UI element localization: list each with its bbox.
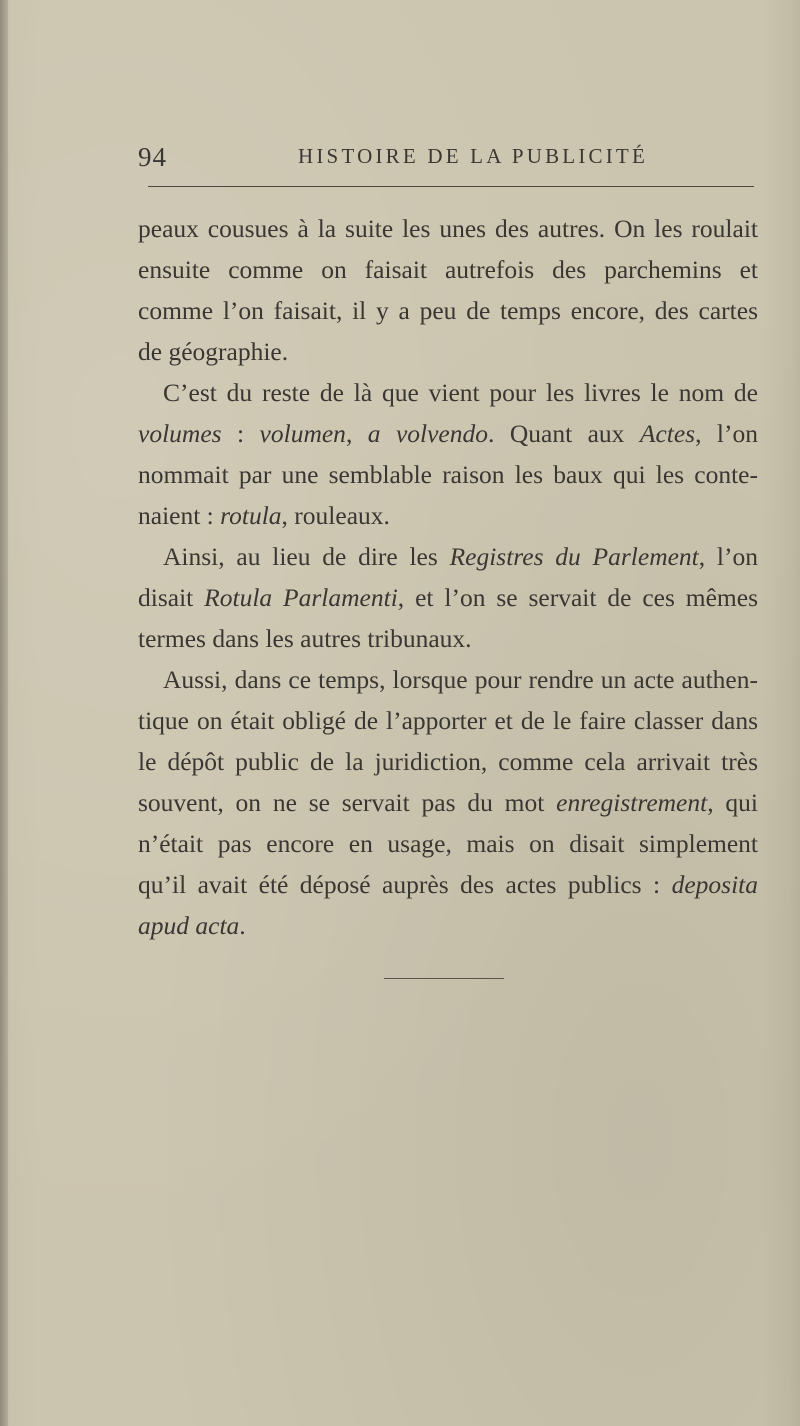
text-line: naient : rotula, rouleaux. [138, 501, 390, 530]
text-line: le dépôt public de la juridiction, comme cela arrivait très [138, 747, 758, 776]
text-line: peaux cousues à la suite les unes des autres. On les roulait [138, 214, 758, 243]
text-line: n’était pas encore en usage, mais on disait simplement [138, 829, 758, 858]
body-text [138, 208, 758, 946]
header-rule [148, 186, 754, 187]
paragraph-4 [138, 659, 758, 946]
italic-text: Rotula Parlamenti [204, 583, 398, 612]
italic-text: deposita [671, 870, 758, 899]
italic-text: enregistrement [556, 788, 708, 817]
italic-text: apud acta [138, 911, 240, 940]
text-line: souvent, on ne se servait pas du mot enregistrement, qui [138, 788, 758, 817]
running-header [138, 140, 758, 176]
text-line: Ainsi, au lieu de dire les Registres du Parlement, l’on [163, 542, 758, 571]
text-line: volumes : volumen, a volvendo. Quant aux Actes, l’on [138, 419, 759, 448]
page-binding-shadow [0, 0, 8, 1426]
text-line: nommait par une semblable raison les baux qui les conte- [138, 460, 758, 489]
italic-text: a volvendo [367, 419, 489, 448]
text-line: termes dans les autres tribunaux. [138, 624, 472, 653]
italic-text: volumes [138, 419, 222, 448]
text-line: apud acta. [138, 911, 246, 940]
text-line: comme l’on faisait, il y a peu de temps encore, des cartes [138, 296, 758, 325]
running-title: HISTOIRE DE LA PUBLICITÉ [298, 144, 648, 168]
paragraph-1 [138, 208, 758, 372]
paragraph-2 [138, 372, 758, 536]
page-number: 94 [138, 142, 167, 172]
text-line: C’est du reste de là que vient pour les livres le nom de [163, 378, 758, 407]
italic-text: Registres du Parlement [449, 542, 699, 571]
paragraph-3 [138, 536, 758, 659]
italic-text: volumen [259, 419, 346, 448]
section-end-rule [384, 978, 504, 979]
text-line: de géographie. [138, 337, 289, 366]
text-line: qu’il avait été déposé auprès des actes publics : deposita [138, 870, 758, 899]
text-line: disait Rotula Parlamenti, et l’on se servait de ces mêmes [138, 583, 759, 612]
text-line: ensuite comme on faisait autrefois des parchemins et [138, 255, 758, 284]
italic-text: rotula [220, 501, 282, 530]
text-line: Aussi, dans ce temps, lorsque pour rendre un acte authen- [163, 665, 758, 694]
italic-text: Actes [639, 419, 696, 448]
text-line: tique on était obligé de l’apporter et de le faire classer dans [138, 706, 758, 735]
